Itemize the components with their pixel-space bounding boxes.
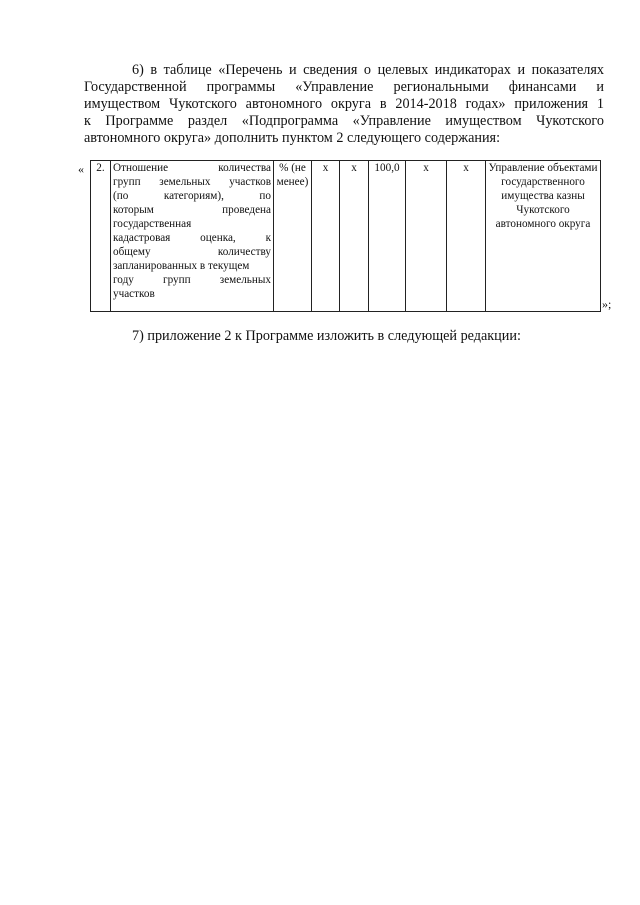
- indicator-name-line: (по категориям), по: [113, 190, 271, 202]
- indicator-name-line: Отношение количества: [113, 162, 271, 174]
- paragraph-6-line: 6) в таблице «Перечень и сведения о целевых индикаторах и показателях: [132, 62, 604, 78]
- paragraph-6-line: автономного округа» дополнить пунктом 2 следующего содержания:: [84, 130, 501, 146]
- indicator-name-line: запланированных в текущем: [113, 260, 250, 272]
- indicator-name-line: кадастровая оценка, к: [113, 232, 271, 244]
- indicator-name-cell: [111, 161, 274, 312]
- empty-mark-cell: х: [406, 161, 447, 312]
- indicator-name-line: которым проведена: [113, 204, 271, 216]
- indicator-name-line: государственная: [113, 218, 192, 230]
- indicator-name-line: общему количеству: [113, 246, 271, 258]
- empty-mark-cell: х: [312, 161, 340, 312]
- paragraph-6: [84, 62, 604, 147]
- unit-cell: % (не менее): [274, 161, 312, 312]
- paragraph-7: 7) приложение 2 к Программе изложить в следующей редакции:: [132, 328, 521, 344]
- indicator-name-line: году групп земельных: [113, 274, 271, 286]
- empty-mark-cell: х: [447, 161, 486, 312]
- indicator-table: [90, 160, 601, 312]
- opening-quote: «: [78, 162, 84, 176]
- indicator-name-line: участков: [113, 288, 155, 300]
- responsible-executor-cell: Управление объектами государственного имущества казны Чукотского автономного округа: [486, 161, 601, 312]
- target-value-cell: 100,0: [369, 161, 406, 312]
- paragraph-6-line: Государственной программы «Управление региональными финансами и: [84, 79, 604, 95]
- row-number-cell: 2.: [91, 161, 111, 312]
- paragraph-6-line: имуществом Чукотского автономного округа в 2014-2018 годах» приложения 1: [84, 96, 604, 112]
- empty-mark-cell: х: [340, 161, 369, 312]
- closing-quote: »;: [602, 297, 612, 311]
- indicator-name-line: групп земельных участков: [113, 176, 271, 188]
- paragraph-6-line: к Программе раздел «Подпрограмма «Управление имуществом Чукотского: [84, 113, 604, 129]
- table-row: [91, 161, 601, 312]
